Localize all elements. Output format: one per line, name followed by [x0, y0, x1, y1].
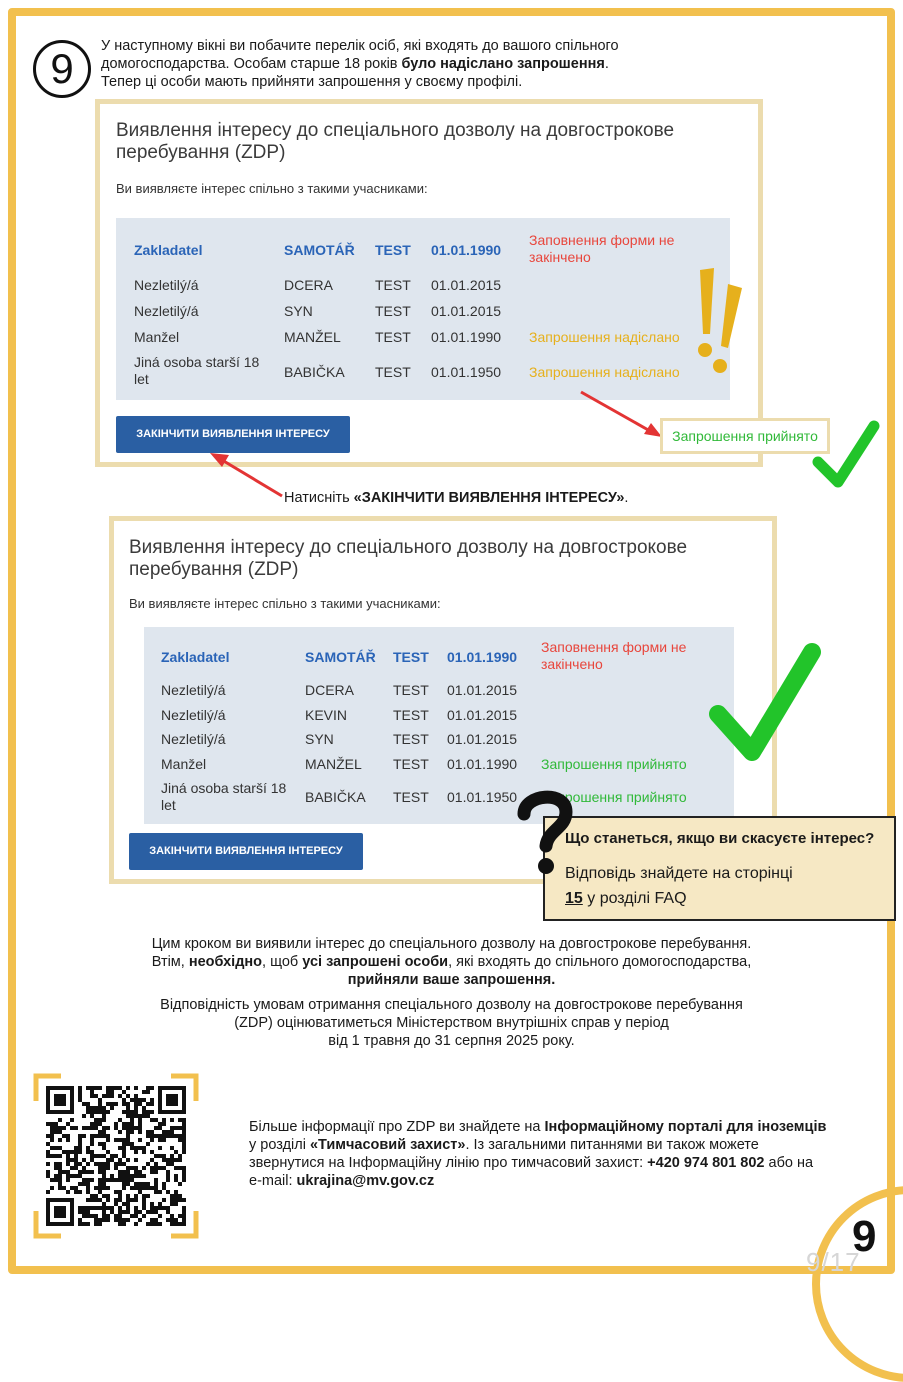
summary-line-2d: усі запрошені особи: [302, 954, 449, 970]
table-row-status: Заповнення форми не закінчено: [541, 639, 687, 672]
table-row-name: TEST: [393, 682, 429, 698]
exclamation-marks-icon: [688, 262, 748, 378]
press-after: .: [624, 490, 629, 506]
table-row-name: TEST: [375, 303, 411, 319]
summary-line-2b: необхідно: [188, 954, 263, 970]
info-text-c: у розділі: [249, 1137, 310, 1153]
summary-line-3: прийняли ваше запрошення.: [347, 972, 556, 988]
faq-answer: [565, 861, 793, 911]
table-row-role: Jiná osoba starší 18 let: [134, 354, 260, 387]
table-row-status: Запрошення надіслано: [529, 329, 680, 345]
table-row-name: TEST: [375, 277, 411, 293]
finish-interest-button[interactable]: ЗАКІНЧИТИ ВИЯВЛЕННЯ ІНТЕРЕСУ: [129, 833, 363, 870]
table-row-date: 01.01.1950: [431, 364, 502, 380]
summary-line-2a: Втім,: [151, 954, 189, 970]
checkmark-icon: [708, 640, 823, 768]
table-row-status: Запрошення прийнято: [541, 756, 687, 772]
info-text-f: або на e-mail:: [249, 1155, 814, 1189]
table-row-date: 01.01.2015: [447, 682, 518, 698]
table-row-role: Manžel: [134, 329, 180, 345]
table-row-status: Заповнення форми не закінчено: [529, 232, 675, 265]
table-row-name: TEST: [375, 364, 411, 380]
press-instruction: [284, 490, 628, 506]
faq-page-link[interactable]: 15: [565, 890, 583, 907]
intro-line-1: У наступному вікні ви побачите перелік осіб, які входять до вашого спільного: [101, 38, 619, 54]
intro-line-2c: .: [604, 56, 609, 72]
table-row-surname: SAMOTÁŘ: [284, 242, 355, 258]
faq-answer-text: Відповідь знайдете на сторінці: [565, 865, 793, 882]
table-row-name: TEST: [393, 731, 429, 747]
table-row-surname: BABIČKA: [284, 364, 345, 380]
table-row-role: Jiná osoba starší 18 let: [161, 780, 287, 813]
table-row-surname: MANŽEL: [305, 756, 362, 772]
summary-line-2c: , щоб: [262, 954, 303, 970]
finish-interest-button[interactable]: ЗАКІНЧИТИ ВИЯВЛЕННЯ ІНТЕРЕСУ: [116, 416, 350, 453]
table-row-date: 01.01.2015: [447, 707, 518, 723]
checkmark-icon: [812, 418, 880, 492]
table-row-status: Запрошення надіслано: [529, 364, 680, 380]
info-section-name: «Тимчасовий захист»: [309, 1137, 466, 1153]
table-row-surname: MANŽEL: [284, 329, 341, 345]
press-bold: «ЗАКІНЧИТИ ВИЯВЛЕННЯ ІНТЕРЕСУ»: [353, 490, 625, 506]
summary-paragraph: [60, 935, 843, 989]
table-row-surname: SYN: [305, 731, 334, 747]
info-portal-link[interactable]: Інформаційному порталі для іноземців: [544, 1119, 827, 1135]
info-phone: +420 974 801 802: [647, 1155, 765, 1171]
intro-line-2a: домогосподарства. Особам старше 18 років: [101, 56, 402, 72]
intro-line-3: Тепер ці особи мають прийняти запрошення у своєму профілі.: [101, 74, 523, 90]
intro-text: [101, 37, 761, 91]
form-title: Виявлення інтересу до спеціального дозволу на довгострокове перебування (ZDP): [129, 537, 688, 580]
form-subtitle: Ви виявляєте інтерес спільно з такими учасниками:: [129, 596, 441, 611]
table-row-name: TEST: [393, 756, 429, 772]
table-row-name: TEST: [393, 707, 429, 723]
step-number-badge: 9: [33, 40, 91, 98]
evaluation-line-3: від 1 травня до 31 серпня 2025 року.: [328, 1033, 575, 1049]
question-mark-icon: [516, 788, 574, 876]
table-row-date: 01.01.1950: [447, 789, 518, 805]
form-subtitle: Ви виявляєте інтерес спільно з такими учасниками:: [116, 181, 428, 196]
faq-question: Що станеться, якщо ви скасуєте інтерес?: [565, 830, 875, 847]
table-row-role: Zakladatel: [134, 242, 203, 258]
evaluation-line-2: (ZDP) оцінюватиметься Міністерством внутрішніх справ у період: [234, 1015, 669, 1031]
table-row-role: Nezletilý/á: [161, 707, 226, 723]
summary-line-1: Цим кроком ви виявили інтерес до спеціального дозволу на довгострокове перебування.: [151, 936, 752, 952]
table-row-date: 01.01.1990: [431, 329, 502, 345]
info-text-e: . Із загальними питаннями ви також можете звернутися на Інформаційну лінію про тимчасовий захист:: [249, 1137, 759, 1171]
table-row-name: TEST: [393, 789, 429, 805]
intro-line-2b: було надіслано запрошення: [401, 56, 605, 72]
table-row-role: Nezletilý/á: [161, 731, 226, 747]
table-row-name: TEST: [393, 649, 429, 665]
table-row-status: Запрошення прийнято: [541, 789, 687, 805]
page-number: 9: [852, 1212, 877, 1261]
table-row-date: 01.01.1990: [447, 756, 518, 772]
table-row-role: Zakladatel: [161, 649, 230, 665]
qr-code-icon[interactable]: [46, 1086, 186, 1226]
press-before: Натисніть: [284, 490, 354, 506]
table-row-surname: SYN: [284, 303, 313, 319]
table-row-surname: KEVIN: [305, 707, 348, 723]
table-row-role: Nezletilý/á: [161, 682, 226, 698]
table-row-role: Manžel: [161, 756, 207, 772]
table-row-date: 01.01.2015: [431, 277, 502, 293]
faq-callout: [543, 816, 896, 921]
page-counter: 9/17: [806, 1247, 861, 1277]
table-row-date: 01.01.1990: [447, 649, 518, 665]
table-row-name: TEST: [375, 242, 411, 258]
accepted-status-badge: Запрошення прийнято: [660, 418, 830, 454]
participants-table: [116, 218, 730, 400]
table-row-date: 01.01.1990: [431, 242, 502, 258]
table-row-date: 01.01.2015: [431, 303, 502, 319]
table-row-surname: DCERA: [284, 277, 334, 293]
faq-answer-section: у розділі FAQ: [582, 890, 687, 907]
evaluation-paragraph: [60, 996, 843, 1050]
info-text-a: Більше інформації про ZDP ви знайдете на: [249, 1119, 545, 1135]
info-paragraph: [249, 1118, 829, 1190]
table-row-surname: SAMOTÁŘ: [305, 649, 376, 665]
table-row-role: Nezletilý/á: [134, 303, 199, 319]
form-screenshot-1: [95, 99, 763, 467]
table-row-surname: BABIČKA: [305, 789, 366, 805]
form-title: Виявлення інтересу до спеціального дозволу на довгострокове перебування (ZDP): [116, 120, 675, 163]
participants-table: [144, 627, 734, 824]
table-row-role: Nezletilý/á: [134, 277, 199, 293]
info-email-link[interactable]: ukrajina@mv.gov.cz: [296, 1173, 435, 1189]
table-row-date: 01.01.2015: [447, 731, 518, 747]
evaluation-line-1: Відповідність умовам отримання спеціального дозволу на довгострокове перебування: [160, 997, 743, 1013]
table-row-name: TEST: [375, 329, 411, 345]
summary-line-2e: , які входять до спільного домогосподарства,: [448, 954, 752, 970]
table-row-surname: DCERA: [305, 682, 355, 698]
